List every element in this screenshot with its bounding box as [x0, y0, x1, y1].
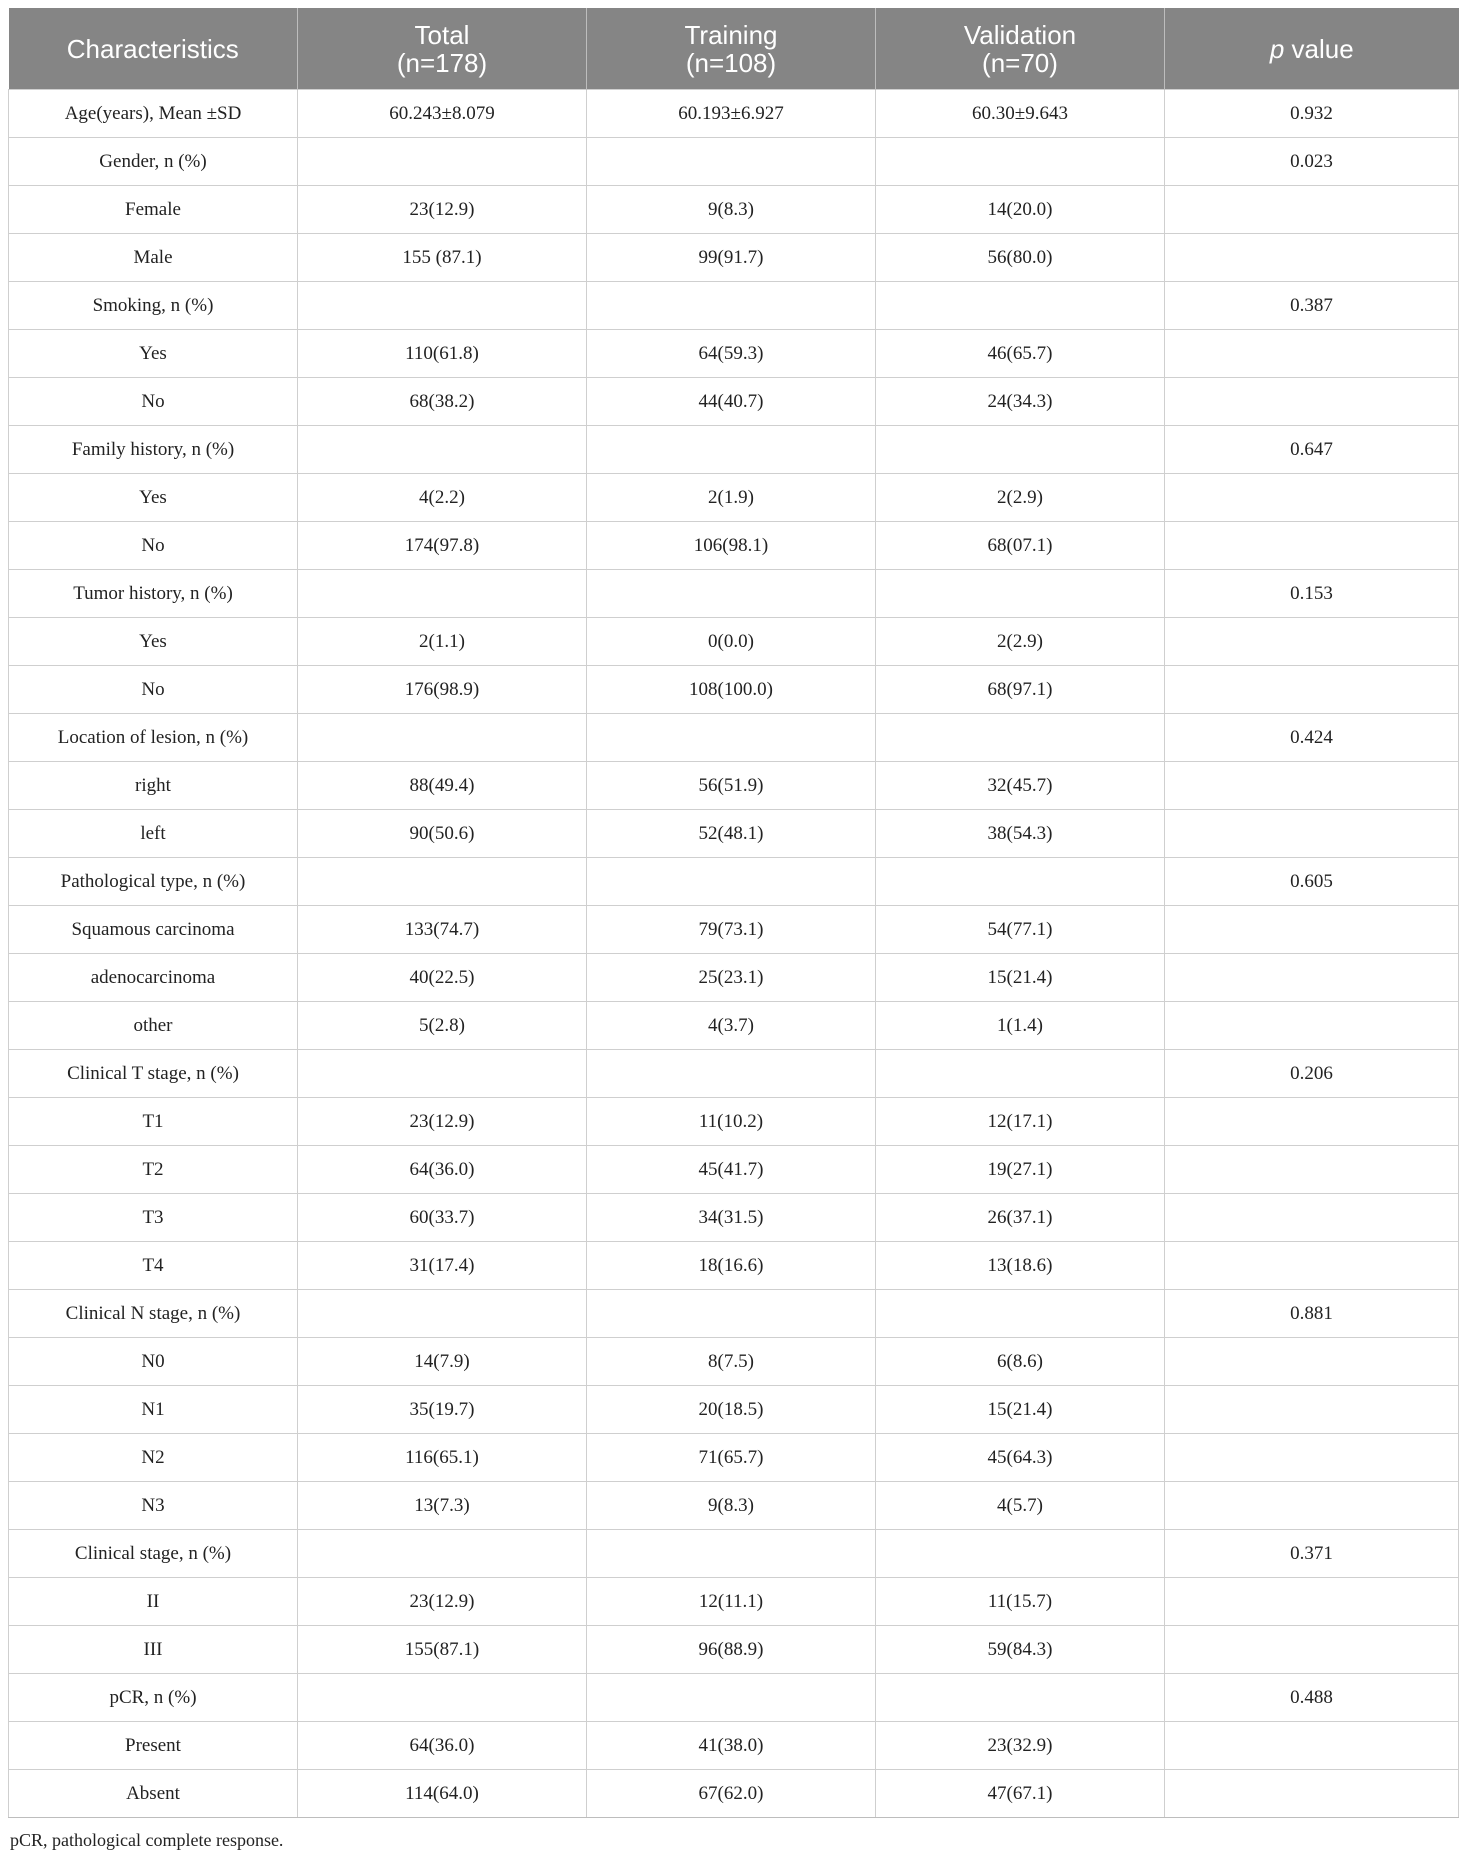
validation-cell — [876, 282, 1165, 330]
total-cell: 116(65.1) — [298, 1434, 587, 1482]
total-cell — [298, 1674, 587, 1722]
validation-cell: 12(17.1) — [876, 1098, 1165, 1146]
validation-cell: 1(1.4) — [876, 1002, 1165, 1050]
characteristic-cell: Yes — [9, 474, 298, 522]
table-row — [9, 1434, 1459, 1482]
validation-cell — [876, 1674, 1165, 1722]
p-value-cell — [1165, 1722, 1459, 1770]
header-validation-n: (n=70) — [982, 47, 1058, 78]
table-row — [9, 1578, 1459, 1626]
total-cell — [298, 570, 587, 618]
p-value-cell: 0.023 — [1165, 138, 1459, 186]
p-value-cell — [1165, 186, 1459, 234]
training-cell: 67(62.0) — [587, 1770, 876, 1818]
validation-cell: 47(67.1) — [876, 1770, 1165, 1818]
training-cell: 9(8.3) — [587, 1482, 876, 1530]
characteristic-cell: Clinical T stage, n (%) — [9, 1050, 298, 1098]
p-value-cell — [1165, 1386, 1459, 1434]
characteristic-cell: left — [9, 810, 298, 858]
header-p-rest: value — [1284, 33, 1354, 64]
p-value-cell — [1165, 1482, 1459, 1530]
total-cell: 23(12.9) — [298, 1578, 587, 1626]
training-cell: 108(100.0) — [587, 666, 876, 714]
training-cell: 64(59.3) — [587, 330, 876, 378]
total-cell: 5(2.8) — [298, 1002, 587, 1050]
total-cell: 2(1.1) — [298, 618, 587, 666]
characteristic-cell: Family history, n (%) — [9, 426, 298, 474]
table-row — [9, 330, 1459, 378]
training-cell: 106(98.1) — [587, 522, 876, 570]
validation-cell — [876, 1050, 1165, 1098]
training-cell: 45(41.7) — [587, 1146, 876, 1194]
characteristic-cell: Present — [9, 1722, 298, 1770]
table-row — [9, 1002, 1459, 1050]
validation-cell: 59(84.3) — [876, 1626, 1165, 1674]
validation-cell: 60.30±9.643 — [876, 90, 1165, 138]
validation-cell: 15(21.4) — [876, 954, 1165, 1002]
characteristic-cell: T2 — [9, 1146, 298, 1194]
table-row — [9, 1674, 1459, 1722]
p-value-cell — [1165, 1626, 1459, 1674]
table-container — [8, 8, 1458, 1851]
header-row — [9, 8, 1459, 90]
p-value-cell — [1165, 1770, 1459, 1818]
total-cell: 35(19.7) — [298, 1386, 587, 1434]
p-value-cell — [1165, 1242, 1459, 1290]
total-cell: 60.243±8.079 — [298, 90, 587, 138]
total-cell: 60(33.7) — [298, 1194, 587, 1242]
table-row — [9, 666, 1459, 714]
header-training-label: Training — [684, 19, 778, 50]
validation-cell: 23(32.9) — [876, 1722, 1165, 1770]
validation-cell: 19(27.1) — [876, 1146, 1165, 1194]
header-p-value — [1165, 8, 1459, 90]
characteristic-cell: N1 — [9, 1386, 298, 1434]
total-cell: 90(50.6) — [298, 810, 587, 858]
training-cell: 8(7.5) — [587, 1338, 876, 1386]
p-value-cell — [1165, 234, 1459, 282]
table-row — [9, 1626, 1459, 1674]
characteristic-cell: Male — [9, 234, 298, 282]
header-validation-label: Validation — [963, 19, 1077, 50]
p-value-cell: 0.153 — [1165, 570, 1459, 618]
training-cell: 99(91.7) — [587, 234, 876, 282]
training-cell: 0(0.0) — [587, 618, 876, 666]
training-cell: 12(11.1) — [587, 1578, 876, 1626]
validation-cell: 24(34.3) — [876, 378, 1165, 426]
characteristic-cell: Squamous carcinoma — [9, 906, 298, 954]
header-total-label: Total — [414, 19, 470, 50]
characteristic-cell: pCR, n (%) — [9, 1674, 298, 1722]
training-cell: 41(38.0) — [587, 1722, 876, 1770]
table-row — [9, 1098, 1459, 1146]
validation-cell: 38(54.3) — [876, 810, 1165, 858]
p-value-cell: 0.647 — [1165, 426, 1459, 474]
training-cell — [587, 426, 876, 474]
characteristic-cell: T1 — [9, 1098, 298, 1146]
table-row — [9, 906, 1459, 954]
table-row — [9, 1770, 1459, 1818]
characteristic-cell: T3 — [9, 1194, 298, 1242]
p-value-cell — [1165, 666, 1459, 714]
p-value-cell: 0.387 — [1165, 282, 1459, 330]
validation-cell: 45(64.3) — [876, 1434, 1165, 1482]
validation-cell: 4(5.7) — [876, 1482, 1165, 1530]
characteristic-cell: Tumor history, n (%) — [9, 570, 298, 618]
characteristic-cell: right — [9, 762, 298, 810]
total-cell — [298, 426, 587, 474]
total-cell: 174(97.8) — [298, 522, 587, 570]
validation-cell: 56(80.0) — [876, 234, 1165, 282]
training-cell — [587, 138, 876, 186]
characteristic-cell: Smoking, n (%) — [9, 282, 298, 330]
training-cell — [587, 570, 876, 618]
training-cell: 44(40.7) — [587, 378, 876, 426]
table-row — [9, 1722, 1459, 1770]
table-row — [9, 858, 1459, 906]
training-cell: 25(23.1) — [587, 954, 876, 1002]
p-value-cell — [1165, 522, 1459, 570]
table-row — [9, 1482, 1459, 1530]
validation-cell: 6(8.6) — [876, 1338, 1165, 1386]
p-value-cell — [1165, 1578, 1459, 1626]
characteristic-cell: No — [9, 666, 298, 714]
table-row — [9, 1146, 1459, 1194]
header-training-n: (n=108) — [685, 47, 777, 78]
training-cell: 71(65.7) — [587, 1434, 876, 1482]
p-value-cell — [1165, 810, 1459, 858]
characteristic-cell: Absent — [9, 1770, 298, 1818]
total-cell: 114(64.0) — [298, 1770, 587, 1818]
total-cell — [298, 714, 587, 762]
total-cell: 68(38.2) — [298, 378, 587, 426]
characteristic-cell: N2 — [9, 1434, 298, 1482]
table-row — [9, 474, 1459, 522]
validation-cell: 15(21.4) — [876, 1386, 1165, 1434]
validation-cell: 68(97.1) — [876, 666, 1165, 714]
header-total-n: (n=178) — [396, 47, 488, 78]
header-total — [298, 8, 587, 90]
validation-cell: 13(18.6) — [876, 1242, 1165, 1290]
total-cell: 88(49.4) — [298, 762, 587, 810]
p-value-cell: 0.488 — [1165, 1674, 1459, 1722]
total-cell — [298, 1290, 587, 1338]
validation-cell: 32(45.7) — [876, 762, 1165, 810]
table-footnote: pCR, pathological complete response. — [10, 1830, 284, 1850]
table-row — [9, 570, 1459, 618]
validation-cell — [876, 1290, 1165, 1338]
p-value-cell — [1165, 1194, 1459, 1242]
table-row — [9, 954, 1459, 1002]
validation-cell: 46(65.7) — [876, 330, 1165, 378]
training-cell: 52(48.1) — [587, 810, 876, 858]
total-cell: 14(7.9) — [298, 1338, 587, 1386]
total-cell: 23(12.9) — [298, 186, 587, 234]
training-cell: 96(88.9) — [587, 1626, 876, 1674]
header-p-value-label — [1270, 34, 1354, 64]
total-cell — [298, 858, 587, 906]
table-row — [9, 378, 1459, 426]
characteristic-cell: Age(years), Mean ±SD — [9, 90, 298, 138]
characteristic-cell: T4 — [9, 1242, 298, 1290]
validation-cell: 68(07.1) — [876, 522, 1165, 570]
training-cell: 11(10.2) — [587, 1098, 876, 1146]
validation-cell — [876, 426, 1165, 474]
table-row — [9, 1290, 1459, 1338]
header-characteristics — [9, 8, 298, 90]
training-cell — [587, 858, 876, 906]
p-value-cell — [1165, 906, 1459, 954]
p-value-cell — [1165, 618, 1459, 666]
training-cell: 4(3.7) — [587, 1002, 876, 1050]
training-cell: 79(73.1) — [587, 906, 876, 954]
characteristic-cell: No — [9, 522, 298, 570]
characteristic-cell: N0 — [9, 1338, 298, 1386]
table-row — [9, 714, 1459, 762]
total-cell: 133(74.7) — [298, 906, 587, 954]
training-cell — [587, 1290, 876, 1338]
validation-cell — [876, 570, 1165, 618]
table-row — [9, 1530, 1459, 1578]
total-cell — [298, 282, 587, 330]
total-cell: 40(22.5) — [298, 954, 587, 1002]
p-value-cell — [1165, 378, 1459, 426]
characteristic-cell: II — [9, 1578, 298, 1626]
p-value-cell: 0.206 — [1165, 1050, 1459, 1098]
training-cell: 9(8.3) — [587, 186, 876, 234]
header-characteristics-label: Characteristics — [66, 33, 239, 64]
table-row — [9, 1194, 1459, 1242]
table-row — [9, 426, 1459, 474]
training-cell: 34(31.5) — [587, 1194, 876, 1242]
p-value-cell — [1165, 330, 1459, 378]
p-value-cell — [1165, 474, 1459, 522]
total-cell — [298, 1530, 587, 1578]
characteristics-table — [8, 8, 1459, 1818]
table-row — [9, 138, 1459, 186]
total-cell — [298, 1050, 587, 1098]
training-cell — [587, 1050, 876, 1098]
total-cell: 155 (87.1) — [298, 234, 587, 282]
total-cell: 23(12.9) — [298, 1098, 587, 1146]
characteristic-cell: Gender, n (%) — [9, 138, 298, 186]
p-value-cell: 0.881 — [1165, 1290, 1459, 1338]
characteristic-cell: Clinical N stage, n (%) — [9, 1290, 298, 1338]
characteristic-cell: Female — [9, 186, 298, 234]
table-row — [9, 1386, 1459, 1434]
total-cell: 155(87.1) — [298, 1626, 587, 1674]
characteristic-cell: N3 — [9, 1482, 298, 1530]
validation-cell — [876, 1530, 1165, 1578]
characteristic-cell: Pathological type, n (%) — [9, 858, 298, 906]
total-cell: 176(98.9) — [298, 666, 587, 714]
p-value-cell — [1165, 1002, 1459, 1050]
table-row — [9, 618, 1459, 666]
p-value-cell — [1165, 1338, 1459, 1386]
table-row — [9, 1050, 1459, 1098]
table-row — [9, 282, 1459, 330]
p-value-cell — [1165, 1098, 1459, 1146]
training-cell: 60.193±6.927 — [587, 90, 876, 138]
characteristic-cell: Location of lesion, n (%) — [9, 714, 298, 762]
table-row — [9, 762, 1459, 810]
validation-cell: 11(15.7) — [876, 1578, 1165, 1626]
header-validation — [876, 8, 1165, 90]
characteristic-cell: III — [9, 1626, 298, 1674]
p-value-cell — [1165, 954, 1459, 1002]
training-cell: 20(18.5) — [587, 1386, 876, 1434]
header-training — [587, 8, 876, 90]
p-value-cell — [1165, 1146, 1459, 1194]
p-value-cell — [1165, 1434, 1459, 1482]
characteristic-cell: Clinical stage, n (%) — [9, 1530, 298, 1578]
characteristic-cell: No — [9, 378, 298, 426]
p-value-cell: 0.605 — [1165, 858, 1459, 906]
p-value-cell: 0.371 — [1165, 1530, 1459, 1578]
table-row — [9, 234, 1459, 282]
table-row — [9, 810, 1459, 858]
table-row — [9, 522, 1459, 570]
training-cell: 56(51.9) — [587, 762, 876, 810]
characteristic-cell: other — [9, 1002, 298, 1050]
validation-cell: 54(77.1) — [876, 906, 1165, 954]
p-value-cell — [1165, 762, 1459, 810]
characteristic-cell: Yes — [9, 618, 298, 666]
validation-cell — [876, 138, 1165, 186]
total-cell: 31(17.4) — [298, 1242, 587, 1290]
validation-cell: 14(20.0) — [876, 186, 1165, 234]
training-cell — [587, 1530, 876, 1578]
table-row — [9, 186, 1459, 234]
training-cell: 2(1.9) — [587, 474, 876, 522]
validation-cell: 2(2.9) — [876, 474, 1165, 522]
table-row — [9, 1338, 1459, 1386]
training-cell — [587, 282, 876, 330]
p-value-cell: 0.424 — [1165, 714, 1459, 762]
total-cell — [298, 138, 587, 186]
total-cell: 110(61.8) — [298, 330, 587, 378]
total-cell: 4(2.2) — [298, 474, 587, 522]
table-body — [9, 90, 1459, 1818]
p-value-cell: 0.932 — [1165, 90, 1459, 138]
total-cell: 64(36.0) — [298, 1146, 587, 1194]
characteristic-cell: adenocarcinoma — [9, 954, 298, 1002]
training-cell: 18(16.6) — [587, 1242, 876, 1290]
characteristic-cell: Yes — [9, 330, 298, 378]
validation-cell: 26(37.1) — [876, 1194, 1165, 1242]
total-cell: 64(36.0) — [298, 1722, 587, 1770]
total-cell: 13(7.3) — [298, 1482, 587, 1530]
training-cell — [587, 1674, 876, 1722]
table-header — [9, 8, 1459, 90]
header-p-italic: p — [1269, 33, 1285, 64]
table-row — [9, 90, 1459, 138]
validation-cell: 2(2.9) — [876, 618, 1165, 666]
validation-cell — [876, 714, 1165, 762]
validation-cell — [876, 858, 1165, 906]
training-cell — [587, 714, 876, 762]
table-row — [9, 1242, 1459, 1290]
